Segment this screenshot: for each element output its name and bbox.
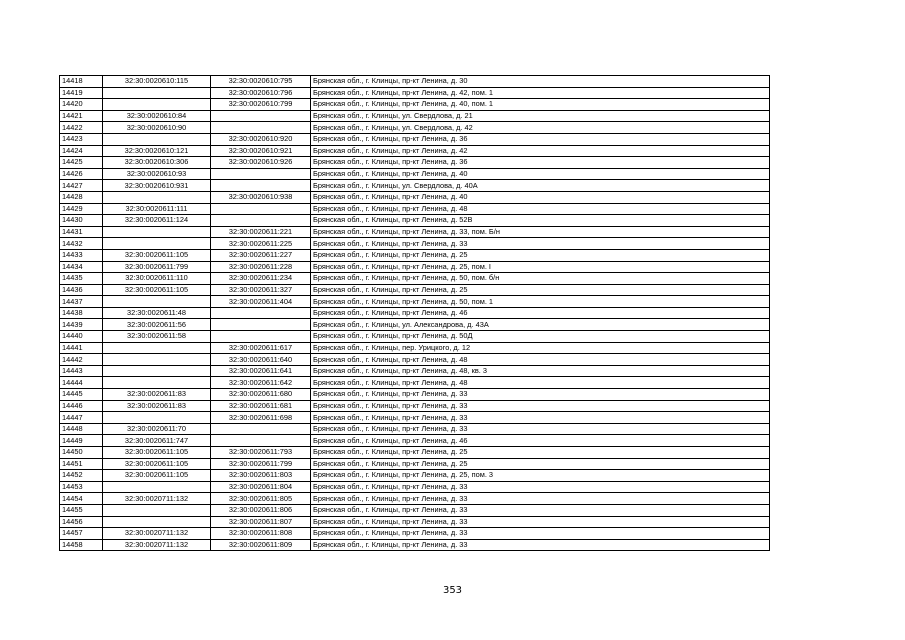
address-cell: Брянская обл., г. Клинцы, пер. Урицкого, д. 12 [311, 342, 770, 354]
page-number: 353 [442, 585, 463, 596]
address-cell: Брянская обл., г. Клинцы, пр-кт Ленина, д. 33 [311, 504, 770, 516]
cadastral-number-cell [103, 296, 211, 308]
table-row [60, 423, 770, 435]
cadastral-number-cell [103, 481, 211, 493]
cadastral-number-cell [103, 377, 211, 389]
address-cell: Брянская обл., г. Клинцы, пр-кт Ленина, д. 33 [311, 481, 770, 493]
row-number: 14433 [60, 249, 103, 261]
table-row [60, 504, 770, 516]
cadastral-number-cell [103, 238, 211, 250]
row-number: 14436 [60, 284, 103, 296]
cadastral-number-cell: 32:30:0020611:105 [103, 447, 211, 459]
linked-cadastral-number-cell: 32:30:0020611:617 [211, 342, 311, 354]
table-row [60, 284, 770, 296]
row-number: 14421 [60, 110, 103, 122]
linked-cadastral-number-cell: 32:30:0020610:795 [211, 76, 311, 88]
row-number: 14435 [60, 273, 103, 285]
table-body [60, 76, 770, 551]
table-row [60, 331, 770, 343]
table-row [60, 516, 770, 528]
cadastral-number-cell: 32:30:0020611:56 [103, 319, 211, 331]
table-row [60, 133, 770, 145]
table-row [60, 528, 770, 540]
cadastral-number-cell [103, 354, 211, 366]
linked-cadastral-number-cell [211, 435, 311, 447]
row-number: 14457 [60, 528, 103, 540]
row-number: 14418 [60, 76, 103, 88]
table-row [60, 76, 770, 88]
linked-cadastral-number-cell [211, 168, 311, 180]
linked-cadastral-number-cell: 32:30:0020610:796 [211, 87, 311, 99]
address-cell: Брянская обл., г. Клинцы, пр-кт Ленина, д. 33 [311, 539, 770, 551]
address-cell: Брянская обл., г. Клинцы, пр-кт Ленина, д. 48 [311, 354, 770, 366]
linked-cadastral-number-cell: 32:30:0020611:793 [211, 447, 311, 459]
row-number: 14432 [60, 238, 103, 250]
row-number: 14453 [60, 481, 103, 493]
row-number: 14438 [60, 307, 103, 319]
row-number: 14451 [60, 458, 103, 470]
linked-cadastral-number-cell: 32:30:0020611:680 [211, 389, 311, 401]
table-row [60, 99, 770, 111]
address-cell: Брянская обл., г. Клинцы, пр-кт Ленина, д. 48, кв. 3 [311, 365, 770, 377]
address-cell: Брянская обл., г. Клинцы, пр-кт Ленина, д. 33 [311, 238, 770, 250]
linked-cadastral-number-cell: 32:30:0020610:920 [211, 133, 311, 145]
table-row [60, 215, 770, 227]
row-number: 14450 [60, 447, 103, 459]
address-cell: Брянская обл., г. Клинцы, пр-кт Ленина, д. 33 [311, 412, 770, 424]
cadastral-number-cell: 32:30:0020611:110 [103, 273, 211, 285]
linked-cadastral-number-cell [211, 307, 311, 319]
row-number: 14419 [60, 87, 103, 99]
linked-cadastral-number-cell: 32:30:0020611:228 [211, 261, 311, 273]
address-cell: Брянская обл., г. Клинцы, пр-кт Ленина, д. 46 [311, 307, 770, 319]
linked-cadastral-number-cell: 32:30:0020611:404 [211, 296, 311, 308]
cadastral-number-cell: 32:30:0020611:799 [103, 261, 211, 273]
linked-cadastral-number-cell: 32:30:0020611:804 [211, 481, 311, 493]
table-row [60, 412, 770, 424]
table-row [60, 296, 770, 308]
address-cell: Брянская обл., г. Клинцы, пр-кт Ленина, д. 48 [311, 203, 770, 215]
address-cell: Брянская обл., г. Клинцы, пр-кт Ленина, д. 25 [311, 249, 770, 261]
linked-cadastral-number-cell: 32:30:0020611:808 [211, 528, 311, 540]
row-number: 14444 [60, 377, 103, 389]
linked-cadastral-number-cell: 32:30:0020611:227 [211, 249, 311, 261]
cadastral-table [59, 75, 770, 551]
table-row [60, 342, 770, 354]
address-cell: Брянская обл., г. Клинцы, пр-кт Ленина, д. 40, пом. 1 [311, 99, 770, 111]
cadastral-number-cell: 32:30:0020711:132 [103, 539, 211, 551]
table-row [60, 354, 770, 366]
table-row [60, 539, 770, 551]
cadastral-number-cell: 32:30:0020611:83 [103, 389, 211, 401]
cadastral-number-cell: 32:30:0020610:93 [103, 168, 211, 180]
address-cell: Брянская обл., г. Клинцы, пр-кт Ленина, д. 25 [311, 284, 770, 296]
row-number: 14429 [60, 203, 103, 215]
table-row [60, 249, 770, 261]
linked-cadastral-number-cell [211, 180, 311, 192]
row-number: 14437 [60, 296, 103, 308]
table-row [60, 447, 770, 459]
address-cell: Брянская обл., г. Клинцы, пр-кт Ленина, д. 40 [311, 191, 770, 203]
row-number: 14423 [60, 133, 103, 145]
address-cell: Брянская обл., г. Клинцы, пр-кт Ленина, д. 25, пом. 3 [311, 470, 770, 482]
row-number: 14443 [60, 365, 103, 377]
table-row [60, 319, 770, 331]
row-number: 14448 [60, 423, 103, 435]
table-row [60, 203, 770, 215]
address-cell: Брянская обл., г. Клинцы, пр-кт Ленина, д. 30 [311, 76, 770, 88]
row-number: 14458 [60, 539, 103, 551]
address-cell: Брянская обл., г. Клинцы, пр-кт Ленина, д. 33 [311, 516, 770, 528]
linked-cadastral-number-cell: 32:30:0020611:698 [211, 412, 311, 424]
row-number: 14455 [60, 504, 103, 516]
table-row [60, 377, 770, 389]
cadastral-number-cell: 32:30:0020610:306 [103, 157, 211, 169]
table-row [60, 122, 770, 134]
row-number: 14428 [60, 191, 103, 203]
table-row [60, 180, 770, 192]
linked-cadastral-number-cell: 32:30:0020611:225 [211, 238, 311, 250]
cadastral-number-cell: 32:30:0020610:121 [103, 145, 211, 157]
cadastral-number-cell [103, 99, 211, 111]
linked-cadastral-number-cell: 32:30:0020611:805 [211, 493, 311, 505]
table-row [60, 87, 770, 99]
cadastral-number-cell: 32:30:0020711:132 [103, 528, 211, 540]
linked-cadastral-number-cell: 32:30:0020611:806 [211, 504, 311, 516]
row-number: 14439 [60, 319, 103, 331]
address-cell: Брянская обл., г. Клинцы, пр-кт Ленина, д. 50, пом. 1 [311, 296, 770, 308]
cadastral-number-cell: 32:30:0020610:90 [103, 122, 211, 134]
cadastral-number-cell: 32:30:0020611:48 [103, 307, 211, 319]
cadastral-number-cell [103, 191, 211, 203]
address-cell: Брянская обл., г. Клинцы, пр-кт Ленина, д. 40 [311, 168, 770, 180]
linked-cadastral-number-cell: 32:30:0020611:327 [211, 284, 311, 296]
table-row [60, 226, 770, 238]
linked-cadastral-number-cell: 32:30:0020610:921 [211, 145, 311, 157]
row-number: 14434 [60, 261, 103, 273]
cadastral-number-cell [103, 516, 211, 528]
cadastral-number-cell [103, 365, 211, 377]
cadastral-number-cell: 32:30:0020611:83 [103, 400, 211, 412]
address-cell: Брянская обл., г. Клинцы, пр-кт Ленина, д. 36 [311, 133, 770, 145]
cadastral-number-cell: 32:30:0020611:58 [103, 331, 211, 343]
address-cell: Брянская обл., г. Клинцы, пр-кт Ленина, д. 50Д [311, 331, 770, 343]
row-number: 14422 [60, 122, 103, 134]
table-row [60, 458, 770, 470]
cadastral-number-cell [103, 412, 211, 424]
linked-cadastral-number-cell [211, 319, 311, 331]
address-cell: Брянская обл., г. Клинцы, пр-кт Ленина, д. 25 [311, 447, 770, 459]
linked-cadastral-number-cell: 32:30:0020611:803 [211, 470, 311, 482]
row-number: 14442 [60, 354, 103, 366]
row-number: 14440 [60, 331, 103, 343]
table-row [60, 470, 770, 482]
address-cell: Брянская обл., г. Клинцы, пр-кт Ленина, д. 33 [311, 528, 770, 540]
linked-cadastral-number-cell [211, 122, 311, 134]
table-row [60, 273, 770, 285]
row-number: 14420 [60, 99, 103, 111]
address-cell: Брянская обл., г. Клинцы, пр-кт Ленина, д. 25, пом. I [311, 261, 770, 273]
linked-cadastral-number-cell: 32:30:0020610:926 [211, 157, 311, 169]
table-row [60, 307, 770, 319]
linked-cadastral-number-cell: 32:30:0020611:642 [211, 377, 311, 389]
row-number: 14441 [60, 342, 103, 354]
linked-cadastral-number-cell [211, 423, 311, 435]
address-cell: Брянская обл., г. Клинцы, пр-кт Ленина, д. 46 [311, 435, 770, 447]
cadastral-number-cell: 32:30:0020611:105 [103, 284, 211, 296]
address-cell: Брянская обл., г. Клинцы, ул. Свердлова, д. 21 [311, 110, 770, 122]
row-number: 14452 [60, 470, 103, 482]
row-number: 14456 [60, 516, 103, 528]
linked-cadastral-number-cell: 32:30:0020610:938 [211, 191, 311, 203]
table-row [60, 110, 770, 122]
cadastral-number-cell: 32:30:0020611:747 [103, 435, 211, 447]
row-number: 14425 [60, 157, 103, 169]
linked-cadastral-number-cell [211, 331, 311, 343]
linked-cadastral-number-cell: 32:30:0020611:234 [211, 273, 311, 285]
address-cell: Брянская обл., г. Клинцы, пр-кт Ленина, д. 33 [311, 400, 770, 412]
table-row [60, 481, 770, 493]
table-row [60, 261, 770, 273]
address-cell: Брянская обл., г. Клинцы, пр-кт Ленина, д. 33 [311, 389, 770, 401]
linked-cadastral-number-cell [211, 110, 311, 122]
cadastral-number-cell: 32:30:0020611:105 [103, 470, 211, 482]
table-row [60, 238, 770, 250]
linked-cadastral-number-cell [211, 215, 311, 227]
cadastral-number-cell: 32:30:0020610:115 [103, 76, 211, 88]
cadastral-number-cell: 32:30:0020611:111 [103, 203, 211, 215]
linked-cadastral-number-cell: 32:30:0020611:681 [211, 400, 311, 412]
cadastral-number-cell [103, 226, 211, 238]
row-number: 14431 [60, 226, 103, 238]
row-number: 14446 [60, 400, 103, 412]
table-row [60, 493, 770, 505]
address-cell: Брянская обл., г. Клинцы, ул. Александрова, д. 43А [311, 319, 770, 331]
row-number: 14449 [60, 435, 103, 447]
cadastral-number-cell: 32:30:0020610:84 [103, 110, 211, 122]
row-number: 14445 [60, 389, 103, 401]
address-cell: Брянская обл., г. Клинцы, пр-кт Ленина, д. 48 [311, 377, 770, 389]
address-cell: Брянская обл., г. Клинцы, пр-кт Ленина, д. 42 [311, 145, 770, 157]
linked-cadastral-number-cell: 32:30:0020611:221 [211, 226, 311, 238]
cadastral-number-cell: 32:30:0020611:70 [103, 423, 211, 435]
address-cell: Брянская обл., г. Клинцы, пр-кт Ленина, д. 42, пом. 1 [311, 87, 770, 99]
cadastral-number-cell [103, 504, 211, 516]
cadastral-number-cell [103, 133, 211, 145]
linked-cadastral-number-cell: 32:30:0020611:799 [211, 458, 311, 470]
table-row [60, 145, 770, 157]
row-number: 14426 [60, 168, 103, 180]
cadastral-number-cell: 32:30:0020610:931 [103, 180, 211, 192]
address-cell: Брянская обл., г. Клинцы, ул. Свердлова, д. 42 [311, 122, 770, 134]
address-cell: Брянская обл., г. Клинцы, пр-кт Ленина, д. 33 [311, 423, 770, 435]
table-row [60, 157, 770, 169]
cadastral-number-cell [103, 342, 211, 354]
cadastral-number-cell: 32:30:0020711:132 [103, 493, 211, 505]
cadastral-number-cell: 32:30:0020611:105 [103, 458, 211, 470]
linked-cadastral-number-cell: 32:30:0020611:640 [211, 354, 311, 366]
linked-cadastral-number-cell: 32:30:0020611:807 [211, 516, 311, 528]
address-cell: Брянская обл., г. Клинцы, пр-кт Ленина, д. 36 [311, 157, 770, 169]
row-number: 14454 [60, 493, 103, 505]
linked-cadastral-number-cell: 32:30:0020611:809 [211, 539, 311, 551]
row-number: 14427 [60, 180, 103, 192]
address-cell: Брянская обл., г. Клинцы, пр-кт Ленина, д. 52В [311, 215, 770, 227]
table-row [60, 389, 770, 401]
table-row [60, 191, 770, 203]
cadastral-number-cell [103, 87, 211, 99]
table-row [60, 168, 770, 180]
linked-cadastral-number-cell: 32:30:0020611:641 [211, 365, 311, 377]
cadastral-number-cell: 32:30:0020611:124 [103, 215, 211, 227]
row-number: 14424 [60, 145, 103, 157]
row-number: 14430 [60, 215, 103, 227]
linked-cadastral-number-cell: 32:30:0020610:799 [211, 99, 311, 111]
address-cell: Брянская обл., г. Клинцы, пр-кт Ленина, д. 33, пом. Б/н [311, 226, 770, 238]
cadastral-number-cell: 32:30:0020611:105 [103, 249, 211, 261]
table-row [60, 365, 770, 377]
row-number: 14447 [60, 412, 103, 424]
table-row [60, 435, 770, 447]
address-cell: Брянская обл., г. Клинцы, пр-кт Ленина, д. 50, пом. б/н [311, 273, 770, 285]
address-cell: Брянская обл., г. Клинцы, пр-кт Ленина, д. 25 [311, 458, 770, 470]
table-row [60, 400, 770, 412]
address-cell: Брянская обл., г. Клинцы, ул. Свердлова, д. 40А [311, 180, 770, 192]
linked-cadastral-number-cell [211, 203, 311, 215]
address-cell: Брянская обл., г. Клинцы, пр-кт Ленина, д. 33 [311, 493, 770, 505]
